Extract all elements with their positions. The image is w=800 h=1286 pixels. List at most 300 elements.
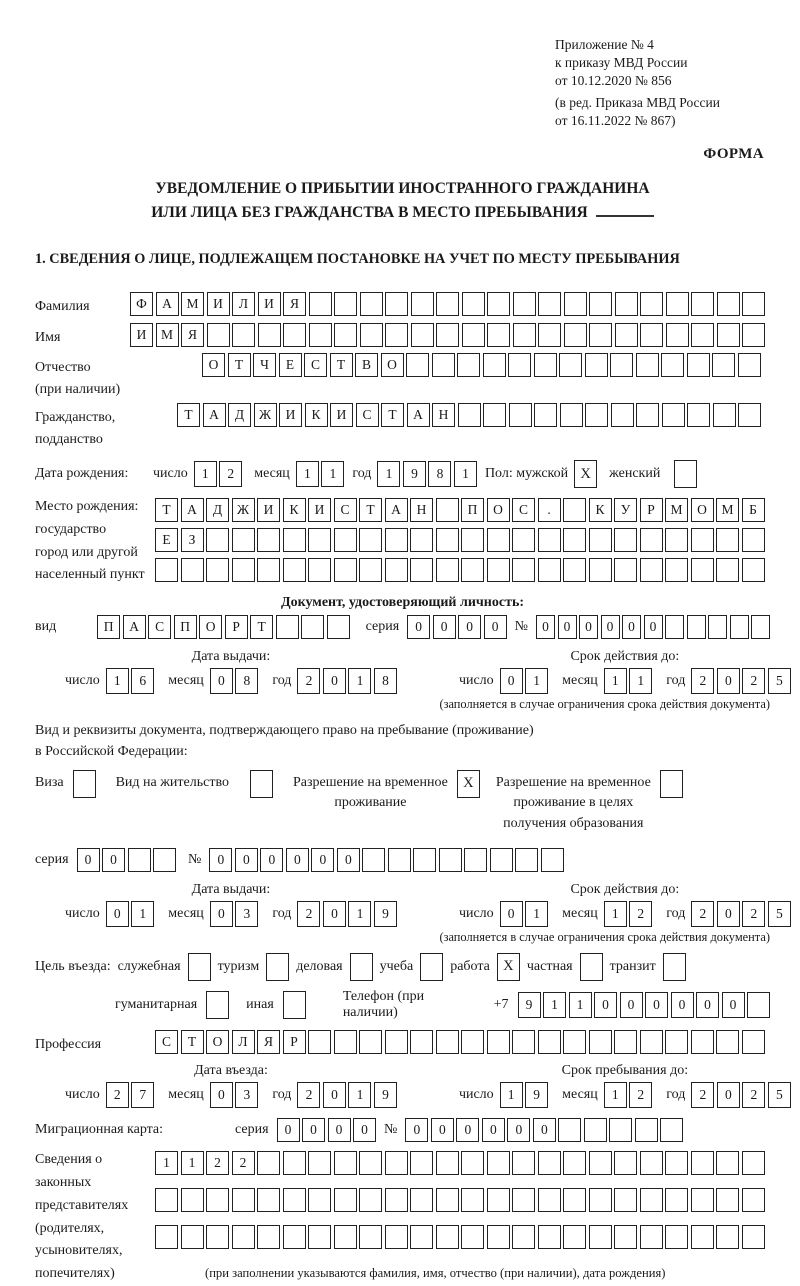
char-box[interactable]: Б <box>742 498 765 522</box>
char-box[interactable] <box>640 292 663 316</box>
char-box[interactable]: Н <box>432 403 455 427</box>
char-box[interactable]: А <box>156 292 179 316</box>
char-box[interactable]: 0 <box>482 1118 505 1142</box>
char-box[interactable] <box>360 292 383 316</box>
char-box[interactable]: М <box>181 292 204 316</box>
char-box[interactable]: 0 <box>500 901 523 927</box>
char-box[interactable] <box>461 1151 484 1175</box>
char-box[interactable] <box>490 848 513 872</box>
char-box[interactable] <box>589 292 612 316</box>
char-box[interactable] <box>483 403 506 427</box>
char-box[interactable]: 2 <box>297 668 320 694</box>
char-box[interactable]: 0 <box>337 848 360 872</box>
char-box[interactable] <box>716 1151 739 1175</box>
char-box[interactable] <box>257 1225 280 1249</box>
char-box[interactable]: 0 <box>323 901 346 927</box>
char-box[interactable]: В <box>355 353 378 377</box>
char-box[interactable] <box>691 1030 714 1054</box>
char-box[interactable]: Я <box>181 323 204 347</box>
purpose-other-checkbox[interactable] <box>283 991 306 1019</box>
char-box[interactable]: Р <box>640 498 663 522</box>
char-box[interactable] <box>716 528 739 552</box>
char-box[interactable] <box>406 353 429 377</box>
profession-boxes[interactable] <box>155 1030 765 1054</box>
char-box[interactable]: Е <box>279 353 302 377</box>
purpose-work-checkbox[interactable]: X <box>497 953 520 981</box>
char-box[interactable]: О <box>199 615 222 639</box>
char-box[interactable]: 9 <box>374 1082 397 1108</box>
char-box[interactable] <box>207 323 230 347</box>
char-box[interactable]: А <box>385 498 408 522</box>
char-box[interactable] <box>439 848 462 872</box>
char-box[interactable] <box>738 353 761 377</box>
char-box[interactable]: 2 <box>691 901 714 927</box>
char-box[interactable] <box>181 1188 204 1212</box>
char-box[interactable]: Т <box>330 353 353 377</box>
char-box[interactable]: И <box>207 292 230 316</box>
char-box[interactable] <box>512 1151 535 1175</box>
char-box[interactable] <box>436 1151 459 1175</box>
char-box[interactable] <box>563 498 586 522</box>
char-box[interactable] <box>360 323 383 347</box>
patronymic-boxes[interactable] <box>202 353 761 377</box>
char-box[interactable] <box>534 353 557 377</box>
char-box[interactable]: 0 <box>671 992 694 1018</box>
char-box[interactable] <box>541 848 564 872</box>
char-box[interactable]: Я <box>283 292 306 316</box>
entry-month-boxes[interactable] <box>210 1082 259 1108</box>
char-box[interactable]: 2 <box>232 1151 255 1175</box>
char-box[interactable] <box>461 1188 484 1212</box>
char-box[interactable] <box>691 1188 714 1212</box>
char-box[interactable] <box>206 1188 229 1212</box>
char-box[interactable] <box>385 1030 408 1054</box>
char-box[interactable] <box>564 323 587 347</box>
char-box[interactable] <box>691 292 714 316</box>
char-box[interactable] <box>487 323 510 347</box>
char-box[interactable] <box>410 1188 433 1212</box>
char-box[interactable] <box>308 1225 331 1249</box>
char-box[interactable] <box>359 528 382 552</box>
char-box[interactable] <box>155 1188 178 1212</box>
char-box[interactable] <box>153 848 176 872</box>
char-box[interactable] <box>487 558 510 582</box>
char-box[interactable]: О <box>487 498 510 522</box>
char-box[interactable]: П <box>461 498 484 522</box>
char-box[interactable]: 0 <box>328 1118 351 1142</box>
res-expiry-day-boxes[interactable] <box>500 901 549 927</box>
char-box[interactable]: З <box>181 528 204 552</box>
char-box[interactable] <box>436 1225 459 1249</box>
purpose-study-checkbox[interactable] <box>420 953 443 981</box>
char-box[interactable] <box>665 528 688 552</box>
char-box[interactable]: 0 <box>353 1118 376 1142</box>
char-box[interactable] <box>385 1225 408 1249</box>
char-box[interactable] <box>713 403 736 427</box>
char-box[interactable]: 0 <box>645 992 668 1018</box>
char-box[interactable]: 0 <box>407 615 430 639</box>
representatives-boxes-row3[interactable] <box>155 1225 765 1249</box>
char-box[interactable]: 0 <box>620 992 643 1018</box>
phone-boxes[interactable] <box>518 992 771 1018</box>
char-box[interactable]: 1 <box>155 1151 178 1175</box>
char-box[interactable] <box>385 1188 408 1212</box>
char-box[interactable] <box>636 353 659 377</box>
char-box[interactable]: 1 <box>348 901 371 927</box>
char-box[interactable] <box>155 1225 178 1249</box>
char-box[interactable] <box>334 528 357 552</box>
char-box[interactable]: Т <box>381 403 404 427</box>
char-box[interactable]: С <box>512 498 535 522</box>
char-box[interactable] <box>563 1030 586 1054</box>
char-box[interactable] <box>708 615 727 639</box>
char-box[interactable]: 0 <box>260 848 283 872</box>
char-box[interactable]: 2 <box>106 1082 129 1108</box>
char-box[interactable] <box>128 848 151 872</box>
representatives-boxes-row2[interactable] <box>155 1188 765 1212</box>
char-box[interactable]: 2 <box>629 1082 652 1108</box>
char-box[interactable] <box>716 1225 739 1249</box>
char-box[interactable]: 2 <box>629 901 652 927</box>
char-box[interactable]: 0 <box>431 1118 454 1142</box>
char-box[interactable] <box>717 292 740 316</box>
char-box[interactable]: 1 <box>629 668 652 694</box>
char-box[interactable] <box>385 292 408 316</box>
res-issue-month-boxes[interactable] <box>210 901 259 927</box>
char-box[interactable]: Т <box>177 403 200 427</box>
char-box[interactable] <box>359 1188 382 1212</box>
purpose-official-checkbox[interactable] <box>188 953 211 981</box>
char-box[interactable]: 0 <box>405 1118 428 1142</box>
char-box[interactable]: 0 <box>77 848 100 872</box>
char-box[interactable]: И <box>308 498 331 522</box>
char-box[interactable] <box>462 292 485 316</box>
char-box[interactable] <box>457 353 480 377</box>
char-box[interactable] <box>712 353 735 377</box>
char-box[interactable]: 0 <box>433 615 456 639</box>
char-box[interactable] <box>385 528 408 552</box>
char-box[interactable] <box>309 292 332 316</box>
char-box[interactable] <box>589 1151 612 1175</box>
char-box[interactable] <box>487 528 510 552</box>
char-box[interactable] <box>283 528 306 552</box>
char-box[interactable] <box>334 1188 357 1212</box>
res-expiry-month-boxes[interactable] <box>604 901 653 927</box>
char-box[interactable]: 0 <box>458 615 481 639</box>
char-box[interactable] <box>359 1225 382 1249</box>
char-box[interactable]: 0 <box>717 1082 740 1108</box>
char-box[interactable]: Л <box>232 292 255 316</box>
char-box[interactable]: П <box>174 615 197 639</box>
char-box[interactable] <box>660 1118 683 1142</box>
char-box[interactable] <box>283 1188 306 1212</box>
char-box[interactable] <box>584 1118 607 1142</box>
char-box[interactable]: 0 <box>558 615 577 639</box>
char-box[interactable] <box>258 323 281 347</box>
char-box[interactable] <box>563 558 586 582</box>
char-box[interactable]: Т <box>181 1030 204 1054</box>
char-box[interactable] <box>614 1030 637 1054</box>
birth-month-boxes[interactable] <box>296 461 345 487</box>
char-box[interactable]: Ж <box>254 403 277 427</box>
char-box[interactable]: 1 <box>500 1082 523 1108</box>
char-box[interactable]: 5 <box>768 901 791 927</box>
char-box[interactable] <box>411 323 434 347</box>
char-box[interactable]: Т <box>250 615 273 639</box>
char-box[interactable]: 2 <box>206 1151 229 1175</box>
char-box[interactable] <box>461 558 484 582</box>
char-box[interactable] <box>257 1188 280 1212</box>
char-box[interactable] <box>461 1225 484 1249</box>
rvp-checkbox[interactable]: X <box>457 770 480 798</box>
char-box[interactable] <box>308 1188 331 1212</box>
char-box[interactable] <box>432 353 455 377</box>
char-box[interactable]: 0 <box>594 992 617 1018</box>
char-box[interactable] <box>538 558 561 582</box>
char-box[interactable] <box>687 615 706 639</box>
char-box[interactable] <box>308 1151 331 1175</box>
char-box[interactable]: 0 <box>210 668 233 694</box>
char-box[interactable] <box>611 403 634 427</box>
char-box[interactable] <box>742 558 765 582</box>
char-box[interactable] <box>661 353 684 377</box>
char-box[interactable] <box>362 848 385 872</box>
char-box[interactable]: А <box>123 615 146 639</box>
rvp-education-checkbox[interactable] <box>660 770 683 798</box>
char-box[interactable] <box>436 498 459 522</box>
char-box[interactable] <box>436 1188 459 1212</box>
char-box[interactable]: А <box>203 403 226 427</box>
char-box[interactable]: 2 <box>297 901 320 927</box>
doc-series-boxes[interactable] <box>407 615 507 639</box>
char-box[interactable] <box>589 1225 612 1249</box>
purpose-humanitarian-checkbox[interactable] <box>206 991 229 1019</box>
char-box[interactable] <box>410 528 433 552</box>
char-box[interactable] <box>283 558 306 582</box>
char-box[interactable] <box>636 403 659 427</box>
char-box[interactable]: 0 <box>696 992 719 1018</box>
char-box[interactable] <box>410 1030 433 1054</box>
char-box[interactable] <box>232 528 255 552</box>
char-box[interactable] <box>534 403 557 427</box>
doc-issue-year-boxes[interactable] <box>297 668 397 694</box>
char-box[interactable]: И <box>330 403 353 427</box>
char-box[interactable]: 0 <box>456 1118 479 1142</box>
char-box[interactable]: 0 <box>507 1118 530 1142</box>
char-box[interactable]: Р <box>283 1030 306 1054</box>
char-box[interactable] <box>538 528 561 552</box>
char-box[interactable] <box>181 1225 204 1249</box>
res-number-boxes[interactable] <box>209 848 564 872</box>
stay-year-boxes[interactable] <box>691 1082 791 1108</box>
char-box[interactable]: 2 <box>691 1082 714 1108</box>
char-box[interactable] <box>665 558 688 582</box>
char-box[interactable]: 1 <box>454 461 477 487</box>
char-box[interactable] <box>640 1188 663 1212</box>
char-box[interactable]: Д <box>228 403 251 427</box>
stay-month-boxes[interactable] <box>604 1082 653 1108</box>
char-box[interactable] <box>513 292 536 316</box>
char-box[interactable]: И <box>130 323 153 347</box>
char-box[interactable]: С <box>356 403 379 427</box>
char-box[interactable]: П <box>97 615 120 639</box>
char-box[interactable] <box>716 558 739 582</box>
stay-day-boxes[interactable] <box>500 1082 549 1108</box>
char-box[interactable] <box>589 528 612 552</box>
char-box[interactable] <box>665 615 684 639</box>
char-box[interactable]: 9 <box>518 992 541 1018</box>
char-box[interactable]: И <box>257 498 280 522</box>
char-box[interactable] <box>512 1188 535 1212</box>
char-box[interactable]: О <box>691 498 714 522</box>
char-box[interactable] <box>206 528 229 552</box>
char-box[interactable]: 0 <box>484 615 507 639</box>
char-box[interactable] <box>334 1225 357 1249</box>
char-box[interactable] <box>614 1225 637 1249</box>
char-box[interactable] <box>232 323 255 347</box>
char-box[interactable] <box>662 403 685 427</box>
char-box[interactable]: И <box>279 403 302 427</box>
char-box[interactable]: М <box>665 498 688 522</box>
char-box[interactable]: 1 <box>377 461 400 487</box>
char-box[interactable] <box>589 558 612 582</box>
char-box[interactable] <box>615 292 638 316</box>
char-box[interactable] <box>232 1225 255 1249</box>
char-box[interactable] <box>359 558 382 582</box>
char-box[interactable] <box>458 403 481 427</box>
char-box[interactable] <box>411 292 434 316</box>
migcard-series-boxes[interactable] <box>277 1118 377 1142</box>
char-box[interactable]: 7 <box>131 1082 154 1108</box>
char-box[interactable]: 2 <box>219 461 242 487</box>
char-box[interactable]: А <box>407 403 430 427</box>
char-box[interactable]: Я <box>257 1030 280 1054</box>
citizenship-boxes[interactable] <box>177 403 761 427</box>
char-box[interactable] <box>513 323 536 347</box>
res-issue-day-boxes[interactable] <box>106 901 155 927</box>
char-box[interactable] <box>742 1225 765 1249</box>
char-box[interactable] <box>309 323 332 347</box>
char-box[interactable]: 2 <box>742 668 765 694</box>
char-box[interactable]: 0 <box>717 901 740 927</box>
char-box[interactable]: 0 <box>323 1082 346 1108</box>
char-box[interactable] <box>563 1188 586 1212</box>
char-box[interactable]: 0 <box>579 615 598 639</box>
char-box[interactable]: С <box>334 498 357 522</box>
char-box[interactable] <box>461 1030 484 1054</box>
char-box[interactable]: 0 <box>323 668 346 694</box>
char-box[interactable]: У <box>614 498 637 522</box>
char-box[interactable] <box>410 558 433 582</box>
char-box[interactable]: 8 <box>374 668 397 694</box>
char-box[interactable]: 0 <box>536 615 555 639</box>
birthplace-boxes-row2[interactable] <box>155 528 765 552</box>
char-box[interactable] <box>560 403 583 427</box>
char-box[interactable]: М <box>156 323 179 347</box>
char-box[interactable] <box>385 323 408 347</box>
entry-day-boxes[interactable] <box>106 1082 155 1108</box>
char-box[interactable] <box>462 323 485 347</box>
char-box[interactable]: 0 <box>500 668 523 694</box>
char-box[interactable]: 1 <box>296 461 319 487</box>
char-box[interactable] <box>687 403 710 427</box>
char-box[interactable]: 8 <box>428 461 451 487</box>
purpose-tourism-checkbox[interactable] <box>266 953 289 981</box>
char-box[interactable] <box>742 292 765 316</box>
char-box[interactable] <box>640 1225 663 1249</box>
char-box[interactable]: 1 <box>348 1082 371 1108</box>
char-box[interactable] <box>691 1151 714 1175</box>
char-box[interactable] <box>334 558 357 582</box>
char-box[interactable]: 8 <box>235 668 258 694</box>
char-box[interactable]: Д <box>206 498 229 522</box>
char-box[interactable]: 3 <box>235 1082 258 1108</box>
char-box[interactable] <box>308 528 331 552</box>
char-box[interactable]: 0 <box>717 668 740 694</box>
char-box[interactable] <box>512 1225 535 1249</box>
res-expiry-year-boxes[interactable] <box>691 901 791 927</box>
char-box[interactable] <box>640 323 663 347</box>
char-box[interactable] <box>181 558 204 582</box>
doc-issue-day-boxes[interactable] <box>106 668 155 694</box>
char-box[interactable] <box>388 848 411 872</box>
char-box[interactable]: 0 <box>277 1118 300 1142</box>
char-box[interactable] <box>257 528 280 552</box>
char-box[interactable]: 9 <box>403 461 426 487</box>
visa-checkbox[interactable] <box>73 770 96 798</box>
char-box[interactable] <box>538 323 561 347</box>
char-box[interactable] <box>538 1151 561 1175</box>
char-box[interactable] <box>640 528 663 552</box>
char-box[interactable] <box>410 1225 433 1249</box>
char-box[interactable] <box>614 1151 637 1175</box>
char-box[interactable] <box>359 1030 382 1054</box>
char-box[interactable]: С <box>148 615 171 639</box>
char-box[interactable] <box>464 848 487 872</box>
char-box[interactable] <box>691 1225 714 1249</box>
char-box[interactable] <box>614 558 637 582</box>
char-box[interactable] <box>742 323 765 347</box>
char-box[interactable]: М <box>716 498 739 522</box>
char-box[interactable] <box>589 1188 612 1212</box>
char-box[interactable] <box>436 323 459 347</box>
char-box[interactable]: 6 <box>131 668 154 694</box>
char-box[interactable] <box>563 1151 586 1175</box>
char-box[interactable] <box>359 1151 382 1175</box>
char-box[interactable]: 0 <box>210 1082 233 1108</box>
char-box[interactable] <box>487 1151 510 1175</box>
char-box[interactable]: 1 <box>569 992 592 1018</box>
char-box[interactable] <box>558 1118 581 1142</box>
char-box[interactable] <box>717 323 740 347</box>
char-box[interactable] <box>665 1188 688 1212</box>
char-box[interactable]: Ч <box>253 353 276 377</box>
char-box[interactable]: 2 <box>297 1082 320 1108</box>
char-box[interactable]: 0 <box>601 615 620 639</box>
char-box[interactable] <box>206 558 229 582</box>
char-box[interactable]: Ф <box>130 292 153 316</box>
char-box[interactable]: 0 <box>302 1118 325 1142</box>
char-box[interactable] <box>410 1151 433 1175</box>
char-box[interactable]: К <box>283 498 306 522</box>
char-box[interactable] <box>730 615 749 639</box>
char-box[interactable]: 5 <box>768 1082 791 1108</box>
char-box[interactable]: 1 <box>604 901 627 927</box>
char-box[interactable]: С <box>155 1030 178 1054</box>
char-box[interactable]: Т <box>155 498 178 522</box>
char-box[interactable] <box>610 353 633 377</box>
char-box[interactable] <box>665 1225 688 1249</box>
